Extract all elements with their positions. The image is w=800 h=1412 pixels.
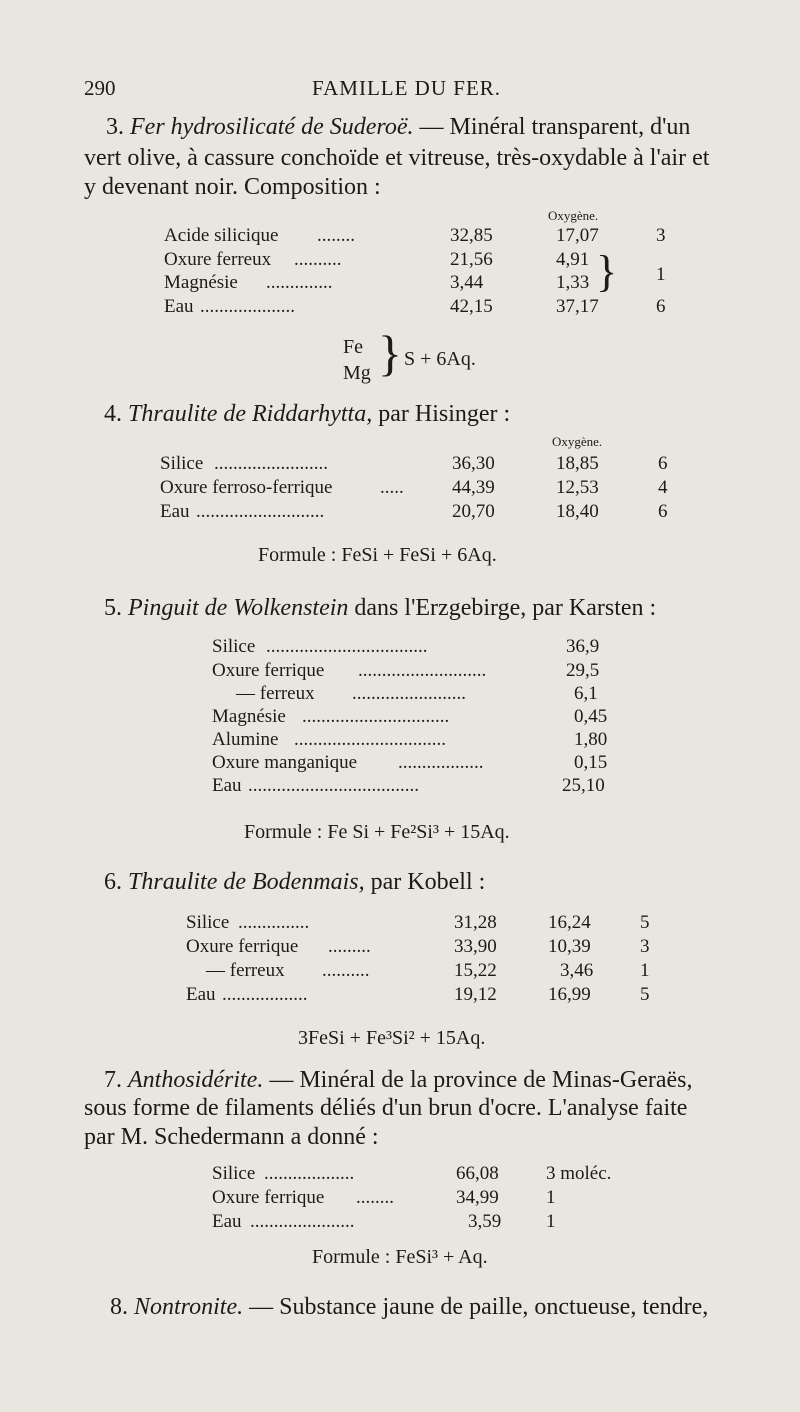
formula: Formule : Fe Si + Fe²Si³ + 15Aq. xyxy=(244,821,510,843)
row-value: 25,10 xyxy=(562,775,605,796)
row-label: Eau xyxy=(186,984,216,1005)
section-5-mineral-name: Pinguit de Wolkenstein xyxy=(128,595,349,621)
row-label: Oxure ferrique xyxy=(212,1187,325,1208)
brace: } xyxy=(596,247,618,296)
section-7-text-line1: — Minéral de la province de Minas-Geraës, xyxy=(269,1067,693,1093)
section-4-mineral-name: Thraulite de Riddarhytta, xyxy=(128,401,373,427)
section-8-heading xyxy=(110,1292,708,1323)
row-oxygen: 18,40 xyxy=(556,501,599,522)
row-label: Silice xyxy=(212,636,256,657)
row-molecule-note: 1 xyxy=(546,1187,556,1208)
row-leader-dots: ............... xyxy=(238,912,310,933)
row-label: Eau xyxy=(164,296,194,317)
row-leader-dots: ........................... xyxy=(196,501,325,522)
section-6-text-line1: par Kobell : xyxy=(370,869,486,895)
row-leader-dots: .................. xyxy=(222,984,308,1005)
section-7-mineral-name: Anthosidérite. xyxy=(128,1067,264,1093)
row-molecule-note: 1 xyxy=(546,1211,556,1232)
oxygen-column-header: Oxygène. xyxy=(552,434,603,449)
row-oxygen: 3,46 xyxy=(560,960,594,981)
row-value: 33,90 xyxy=(454,936,497,957)
row-leader-dots: .................. xyxy=(398,752,484,773)
row-leader-dots: .................................... xyxy=(248,775,419,796)
row-value: 0,45 xyxy=(574,706,608,727)
row-label: Eau xyxy=(212,775,242,796)
formula-brace: } xyxy=(378,325,402,381)
section-7-heading xyxy=(104,1065,693,1096)
row-value: 31,28 xyxy=(454,912,497,933)
row-oxygen: 16,99 xyxy=(548,984,591,1005)
row-leader-dots: ........................... xyxy=(358,660,487,681)
section-5-heading xyxy=(104,593,656,624)
section-7-text-line2: sous forme de filaments déliés d'un brun d'ocre. L'analyse faite xyxy=(84,1095,688,1121)
row-value: 34,99 xyxy=(456,1187,499,1208)
row-value: 66,08 xyxy=(456,1163,499,1184)
row-leader-dots: ........................ xyxy=(214,453,328,474)
row-value: 32,85 xyxy=(450,225,493,246)
section-8-text-line1: — Substance jaune de paille, onctueuse, tendre, xyxy=(249,1294,709,1320)
row-label: Acide silicique xyxy=(164,225,279,246)
page-number: 290 xyxy=(84,76,116,100)
formula: Formule : FeSi + FeSi + 6Aq. xyxy=(258,544,497,566)
row-molecule-note: 3 moléc. xyxy=(546,1163,612,1184)
row-oxygen: 18,85 xyxy=(556,453,599,474)
oxygen-column-header: Oxygène. xyxy=(548,208,599,223)
row-oxygen: 12,53 xyxy=(556,477,599,498)
section-3-number: 3. xyxy=(106,114,124,140)
section-3-text-line3: y devenant noir. Composition : xyxy=(84,174,381,200)
formula: Formule : FeSi³ + Aq. xyxy=(312,1246,488,1268)
section-3-text-line1: — Minéral transparent, d'un xyxy=(419,114,691,140)
row-value: 29,5 xyxy=(566,660,600,681)
row-label: — ferreux xyxy=(206,960,285,981)
row-ratio: 1 xyxy=(640,960,650,981)
row-label: Silice xyxy=(212,1163,256,1184)
row-ratio: 5 xyxy=(640,912,650,933)
row-label: Silice xyxy=(160,453,204,474)
running-title: FAMILLE DU FER. xyxy=(312,76,502,100)
row-leader-dots: ................... xyxy=(264,1163,355,1184)
row-leader-dots: .......... xyxy=(294,249,342,270)
section-4-heading xyxy=(104,399,510,430)
row-value: 42,15 xyxy=(450,296,493,317)
row-leader-dots: ......... xyxy=(328,936,371,957)
row-leader-dots: .................... xyxy=(200,296,295,317)
row-value: 19,12 xyxy=(454,984,497,1005)
row-oxygen: 1,33 xyxy=(556,272,590,293)
row-leader-dots: ........................ xyxy=(352,683,466,704)
formula-rest: S + 6Aq. xyxy=(404,348,476,370)
section-5-number: 5. xyxy=(104,595,122,621)
row-value: 36,9 xyxy=(566,636,600,657)
row-label: Eau xyxy=(212,1211,242,1232)
section-8-mineral-name: Nontronite. xyxy=(134,1294,244,1320)
row-oxygen: 10,39 xyxy=(548,936,591,957)
section-4-text-line1: par Hisinger : xyxy=(378,401,511,427)
row-label: Alumine xyxy=(212,729,279,750)
section-3-mineral-name: Fer hydrosilicaté de Suderoë. xyxy=(130,114,414,140)
row-ratio: 3 xyxy=(640,936,650,957)
row-leader-dots: ........ xyxy=(317,225,355,246)
row-oxygen: 16,24 xyxy=(548,912,591,933)
row-ratio: 4 xyxy=(658,477,668,498)
row-label: Oxure ferroso-ferrique xyxy=(160,477,333,498)
row-label: Magnésie xyxy=(164,272,238,293)
formula: 3FeSi + Fe³Si² + 15Aq. xyxy=(298,1027,486,1049)
section-5-text-line1: dans l'Erzgebirge, par Karsten : xyxy=(354,595,657,621)
row-oxygen: 4,91 xyxy=(556,249,590,270)
row-value: 21,56 xyxy=(450,249,493,270)
row-label: Silice xyxy=(186,912,230,933)
row-leader-dots: ........ xyxy=(356,1187,394,1208)
row-leader-dots: ...................... xyxy=(250,1211,355,1232)
row-value: 36,30 xyxy=(452,453,495,474)
section-3-text-line2: vert olive, à cassure conchoïde et vitreuse, très-oxydable à l'air et xyxy=(84,145,710,171)
row-label: — ferreux xyxy=(236,683,315,704)
row-label: Oxure manganique xyxy=(212,752,358,773)
row-leader-dots: ................................ xyxy=(294,729,446,750)
section-7-number: 7. xyxy=(104,1067,122,1093)
row-value: 44,39 xyxy=(452,477,495,498)
section-4-number: 4. xyxy=(104,401,122,427)
row-leader-dots: ............................... xyxy=(302,706,450,727)
formula-mg: Mg xyxy=(343,362,371,384)
row-label: Oxure ferrique xyxy=(212,660,325,681)
section-8-number: 8. xyxy=(110,1294,128,1320)
row-ratio: 6 xyxy=(658,453,668,474)
row-ratio: 6 xyxy=(656,296,666,317)
row-label: Eau xyxy=(160,501,190,522)
row-value: 15,22 xyxy=(454,960,497,981)
row-leader-dots: .................................. xyxy=(266,636,428,657)
row-ratio: 1 xyxy=(656,264,666,285)
row-label: Oxure ferreux xyxy=(164,249,272,270)
row-leader-dots: .............. xyxy=(266,272,333,293)
row-value: 6,1 xyxy=(574,683,598,704)
row-value: 3,59 xyxy=(468,1211,502,1232)
row-ratio: 5 xyxy=(640,984,650,1005)
row-value: 0,15 xyxy=(574,752,608,773)
row-label: Oxure ferrique xyxy=(186,936,299,957)
row-value: 3,44 xyxy=(450,272,484,293)
row-value: 1,80 xyxy=(574,729,608,750)
row-oxygen: 17,07 xyxy=(556,225,599,246)
row-label: Magnésie xyxy=(212,706,286,727)
section-3-heading xyxy=(106,112,690,143)
section-7-text-line3: par M. Schedermann a donné : xyxy=(84,1124,379,1150)
row-ratio: 6 xyxy=(658,501,668,522)
row-value: 20,70 xyxy=(452,501,495,522)
row-ratio: 3 xyxy=(656,225,666,246)
row-leader-dots: .......... xyxy=(322,960,370,981)
row-leader-dots: ..... xyxy=(380,477,404,498)
section-6-heading xyxy=(104,867,485,898)
section-6-number: 6. xyxy=(104,869,122,895)
row-oxygen: 37,17 xyxy=(556,296,599,317)
section-6-mineral-name: Thraulite de Bodenmais, xyxy=(128,869,365,895)
formula-fe: Fe xyxy=(343,336,363,358)
